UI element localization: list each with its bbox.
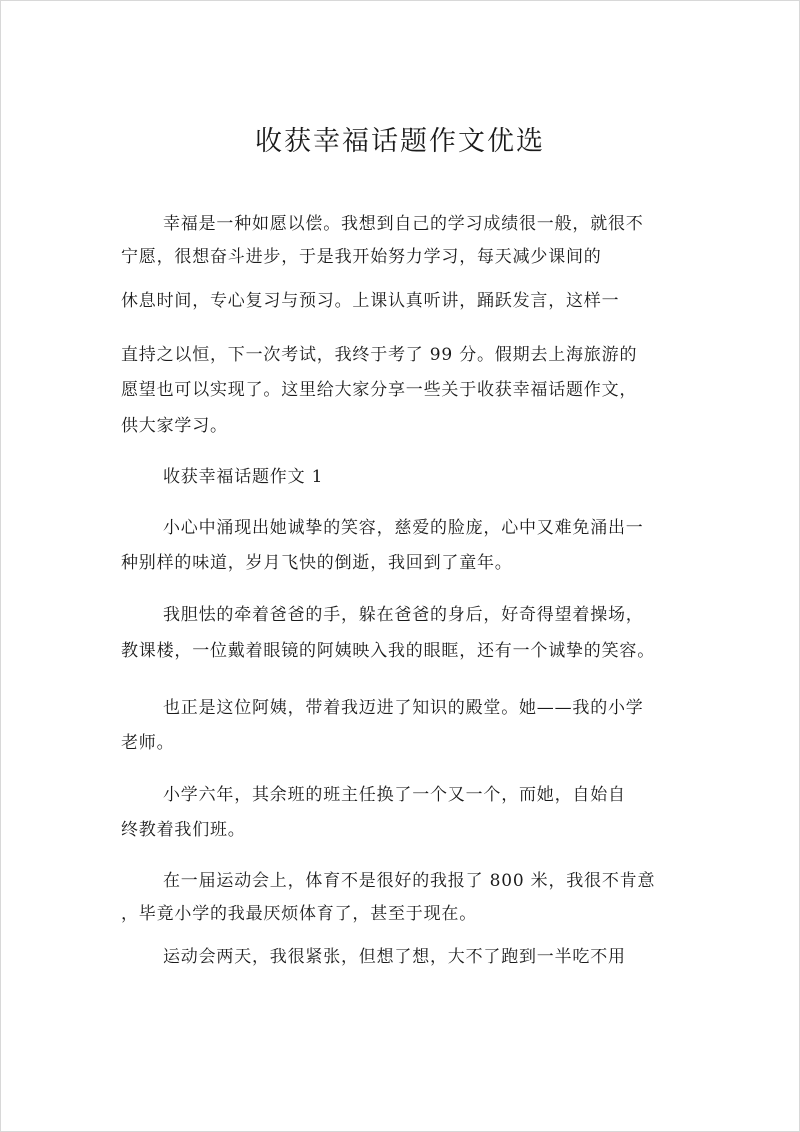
- paragraph-line: 种别样的味道，岁月飞快的倒逝，我回到了童年。: [121, 553, 513, 573]
- paragraph-line: 我胆怯的牵着爸爸的手，躲在爸爸的身后，好奇得望着操场，: [163, 605, 644, 625]
- paragraph-line: 供大家学习。: [121, 416, 228, 436]
- paragraph-line: 老师。: [121, 733, 175, 753]
- paragraph-line: 教课楼，一位戴着眼镜的阿姨映入我的眼眶，还有一个诚挚的笑容。: [121, 641, 655, 661]
- paragraph-line: 小学六年，其余班的班主任换了一个又一个，而她，自始自: [163, 785, 626, 805]
- paragraph-line: 小心中涌现出她诚挚的笑容，慈爱的脸庞，心中又难免涌出一: [163, 518, 644, 538]
- paragraph-line: 宁愿，很想奋斗进步，于是我开始努力学习，每天减少课间的: [121, 247, 602, 267]
- paragraph-line: 幸福是一种如愿以偿。我想到自己的学习成绩很一般，就很不: [163, 214, 644, 234]
- section-heading: 收获幸福话题作文 1: [163, 467, 324, 487]
- paragraph-line: 运动会两天，我很紧张，但想了想，大不了跑到一半吃不用: [163, 947, 626, 967]
- paragraph-line: 直持之以恒，下一次考试，我终于考了 99 分。假期去上海旅游的: [121, 345, 638, 365]
- paragraph-line: 在一届运动会上，体育不是很好的我报了 800 米，我很不肯意: [163, 871, 656, 891]
- paragraph-line: 也正是这位阿姨，带着我迈进了知识的殿堂。她——我的小学: [163, 698, 644, 718]
- document-title: 收获幸福话题作文优选: [255, 126, 545, 157]
- paragraph-line: 休息时间，专心复习与预习。上课认真听讲，踊跃发言，这样一: [121, 291, 620, 311]
- paragraph-line: 愿望也可以实现了。这里给大家分享一些关于收获幸福话题作文，: [121, 380, 638, 400]
- paragraph-line: ，毕竟小学的我最厌烦体育了，甚至于现在。: [121, 904, 477, 924]
- paragraph-line: 终教着我们班。: [121, 820, 246, 840]
